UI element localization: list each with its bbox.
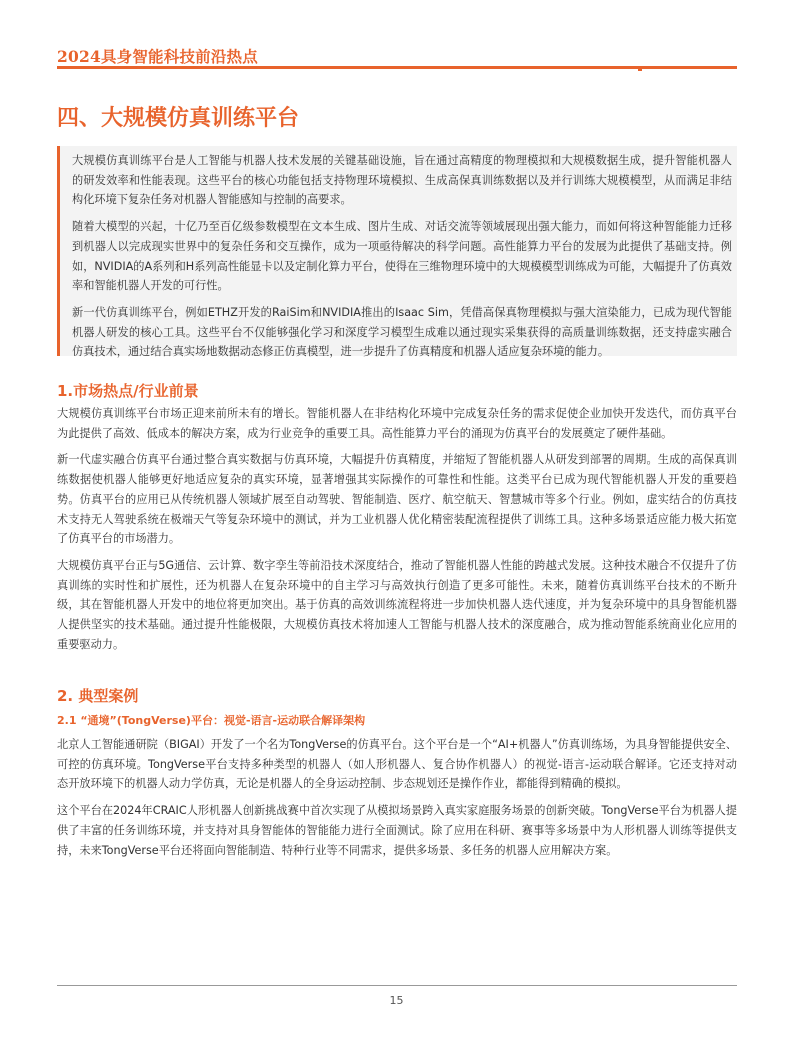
cases-heading: 2. 典型案例 <box>57 687 139 705</box>
footer-rule <box>57 985 737 986</box>
case-paragraph-2: 这个平台在2024年CRAIC人形机器人创新挑战赛中首次实现了从模拟场景跨入真实家庭服务场景的创新突破。TongVerse平台为机器人提供了丰富的任务训练环境，并支持对具身智能体的智能能力进行全面测试。除了应用在科研、赛事等多场景中为人形机器人训练等提供支持，未来TongVerse平台还将面向智能制造、特种行业等不同需求，提供多场景、多任务的机器人应用解决方案。 <box>57 804 737 857</box>
market-paragraph-2: 新一代虚实融合仿真平台通过整合真实数据与仿真环境，大幅提升仿真精度，并缩短了智能机器人从研发到部署的周期。生成的高保真训练数据使机器人能够更好地适应复杂的真实环境，显著增强其实际操作的可靠性和性能。这类平台已成为现代智能机器人开发的重要趋势。仿真平台的应用已从传统机器人领域扩展至自动驾驶、智能制造、医疗、航空航天、智慧城市等多个行业。例如，虚实结合的仿真技术支持无人驾驶系统在极端天气等复杂环境中的测试，并为工业机器人优化精密装配流程提供了训练工具。这种多场景适应能力极大拓宽了仿真平台的市场潜力。 <box>57 453 737 546</box>
intro-text <box>72 151 732 369</box>
market-body <box>57 404 737 661</box>
intro-callout <box>57 146 737 359</box>
intro-paragraph-2: 随着大模型的兴起，十亿乃至百亿级参数模型在文本生成、图片生成、对话交流等领域展现出强大能力，而如何将这种智能能力迁移到机器人以完成现实世界中的复杂任务和交互操作，成为一项亟待解决的科学问题。高性能算力平台的发展为此提供了基础支持。例如，NVIDIA的A系列和H系列高性能显卡以及定制化算力平台，使得在三维物理环境中的大规模模型训练成为可能，大幅提升了仿真效率和智能机器人开发的可行性。 <box>72 220 732 293</box>
case-subheading: 2.1 “通境”(TongVerse)平台：视觉-语言-运动联合解译架构 <box>57 714 366 727</box>
intro-paragraph-1: 大规模仿真训练平台是人工智能与机器人技术发展的关键基础设施，旨在通过高精度的物理模拟和大规模数据生成，提升智能机器人的研发效率和性能表现。这些平台的核心功能包括支持物理环境模拟、生成高保真训练数据以及并行训练大规模模型，从而满足非结构化环境下复杂任务对机器人智能感知与控制的高要求。 <box>72 154 732 207</box>
header-rule <box>57 66 737 69</box>
market-paragraph-3: 大规模仿真平台正与5G通信、云计算、数字孪生等前沿技术深度结合，推动了智能机器人性能的跨越式发展。这种技术融合不仅提升了仿真训练的实时性和扩展性，还为机器人在复杂环境中的自主学习与高效执行创造了更多可能性。未来，随着仿真训练平台技术的不断升级，其在智能机器人开发中的地位将更加突出。基于仿真的高效训练流程将进一步加快机器人迭代速度，并为复杂环境中的具身智能机器人提供坚实的技术基础。通过提升性能极限，大规模仿真技术将加速人工智能与机器人技术的深度融合，成为推动智能系统商业化应用的重要驱动力。 <box>57 558 737 651</box>
case-paragraph-1: 北京人工智能通研院（BIGAI）开发了一个名为TongVerse的仿真平台。这个平台是一个“AI+机器人”仿真训练场，为具身智能提供安全、可控的仿真环境。TongVerse平台支持多种类型的机器人（如人形机器人、复合协作机器人）的视觉-语言-运动联合解译。它还支持对动态开放环境下的机器人动力学仿真，无论是机器人的全身运动控制、步态规划还是操作作业，都能得到精确的模拟。 <box>57 738 737 791</box>
running-header-title: 2024具身智能科技前沿热点 <box>57 47 258 66</box>
section-title: 四、大规模仿真训练平台 <box>57 106 300 131</box>
market-paragraph-1: 大规模仿真训练平台市场正迎来前所未有的增长。智能机器人在非结构化环境中完成复杂任务的需求促使企业加快开发迭代，而仿真平台为此提供了高效、低成本的解决方案，成为行业竞争的重要工具。高性能算力平台的涌现为仿真平台的发展奠定了硬件基础。 <box>57 407 737 440</box>
market-heading: 1.市场热点/行业前景 <box>57 382 199 400</box>
intro-paragraph-3: 新一代仿真训练平台，例如ETHZ开发的RaiSim和NVIDIA推出的Isaac Sim，凭借高保真物理模拟与强大渲染能力，已成为现代智能机器人研发的核心工具。这些平台不仅能够强化学习和深度学习模型生成难以通过现实采集获得的高质量训练数据，还支持虚实融合仿真技术，通过结合真实场地数据动态修正仿真模型，进一步提升了仿真精度和机器人适应复杂环境的能力。 <box>72 305 732 359</box>
cases-body <box>57 735 737 867</box>
intro-accent-bar <box>57 146 60 356</box>
header-rule-tick <box>638 66 642 71</box>
page-number: 15 <box>389 994 404 1007</box>
